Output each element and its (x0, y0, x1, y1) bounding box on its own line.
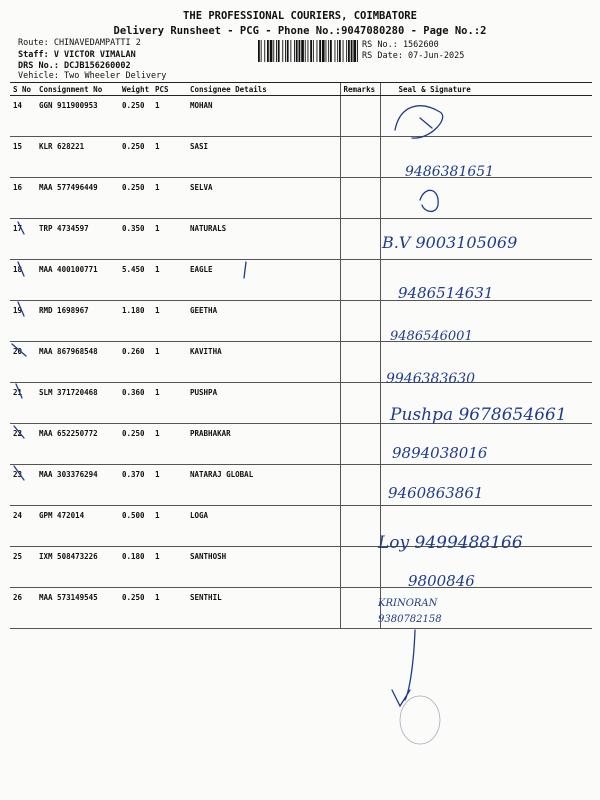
barcode-bar (301, 40, 304, 62)
signature-15: 9486381651 (405, 164, 495, 180)
signature-24: Loy 9499488166 (378, 533, 523, 553)
barcode-bar (276, 40, 277, 62)
signature-26-phone: 9380782158 (378, 614, 442, 625)
col-sno: S No (10, 83, 36, 96)
barcode-bar (335, 40, 336, 62)
barcode-bar (346, 40, 347, 62)
barcode-bar (322, 40, 325, 62)
barcode-bar (290, 40, 291, 62)
barcode-bar (278, 40, 280, 62)
drs-label: DRS No.: DCJB156260002 (18, 61, 131, 71)
barcode-bar (310, 40, 312, 62)
barcode-bar (299, 40, 301, 62)
barcode-bar (339, 40, 341, 62)
barcode-bar (267, 40, 269, 62)
barcode-bar (287, 40, 289, 62)
barcode-bar (317, 40, 318, 62)
signature-23: 9460863861 (388, 484, 484, 502)
barcode-bar (308, 40, 309, 62)
table-row: 24 GPM 472014 0.500 1 LOGA (10, 506, 592, 547)
barcode-bar (326, 40, 327, 62)
barcode-bar (264, 40, 265, 62)
col-seal-signature: Seal & Signature (380, 83, 592, 96)
staff-label: Staff: V VICTOR VIMALAN (18, 50, 136, 60)
rs-date: RS Date: 07-Jun-2025 (362, 51, 465, 61)
table-row: 18 MAA 400100771 5.450 1 EAGLE (10, 260, 592, 301)
col-consignment: Consignment No (36, 83, 119, 96)
barcode-bar (285, 40, 286, 62)
signature-21: Pushpa 9678654661 (390, 405, 567, 425)
table-row: 23 MAA 303376294 0.370 1 NATARAJ GLOBAL (10, 465, 592, 506)
signature-25: 9800846 (408, 572, 475, 590)
table-row: 21 SLM 371720468 0.360 1 PUSHPA (10, 383, 592, 424)
barcode-bar (353, 40, 356, 62)
runsheet-table (10, 82, 592, 629)
company-title: THE PROFESSIONAL COURIERS, COIMBATORE (183, 10, 417, 22)
signature-26-name: KRINORAN (378, 598, 438, 609)
barcode-bar (313, 40, 314, 62)
table-row: 26 MAA 573149545 0.250 1 SENTHIL (10, 588, 592, 629)
signature-19: 9486546001 (390, 329, 473, 344)
col-consignee: Consignee Details (187, 83, 340, 96)
barcode-bar (294, 40, 295, 62)
barcode-bar (319, 40, 321, 62)
table-row: 19 RMD 1698967 1.180 1 GEETHA (10, 301, 592, 342)
rs-number: RS No.: 1562600 (362, 40, 439, 50)
barcode-bar (351, 40, 353, 62)
signature-20: 9946383630 (386, 371, 476, 387)
table-row: 15 KLR 628221 0.250 1 SASI (10, 137, 592, 178)
table-row: 20 MAA 867968548 0.260 1 KAVITHA (10, 342, 592, 383)
barcode-bar (343, 40, 344, 62)
barcode-bar (270, 40, 273, 62)
signature-18: 9486514631 (398, 284, 494, 302)
vehicle-label: Vehicle: Two Wheeler Delivery (18, 71, 167, 81)
col-remarks: Remarks (340, 83, 380, 96)
stamp-impression (400, 696, 440, 744)
barcode-bar (357, 40, 358, 62)
col-pcs: PCS (152, 83, 187, 96)
barcode-bar (296, 40, 298, 62)
table-header-row (10, 83, 592, 96)
table-row: 25 IXM 508473226 0.180 1 SANTHOSH (10, 547, 592, 588)
barcode-bar (273, 40, 274, 62)
barcode (258, 40, 358, 62)
signature-17: B.V 9003105069 (382, 233, 518, 252)
route-label: Route: CHINAVEDAMPATTI 2 (18, 38, 141, 48)
table-row: 16 MAA 577496449 0.250 1 SELVA (10, 178, 592, 219)
barcode-bar (328, 40, 329, 62)
signature-22: 9894038016 (392, 444, 488, 462)
barcode-bar (337, 40, 338, 62)
table-row: 14 GGN 911900953 0.250 1 MOHAN (10, 96, 592, 137)
barcode-bar (282, 40, 283, 62)
runsheet-subtitle: Delivery Runsheet - PCG - Phone No.:9047080280 - Page No.:2 (113, 25, 487, 37)
barcode-bar (305, 40, 306, 62)
barcode-bar (330, 40, 332, 62)
ink-stroke-26 (392, 630, 415, 706)
barcode-bar (348, 40, 350, 62)
barcode-bar (261, 40, 262, 62)
barcode-bar (258, 40, 260, 62)
table-row: 17 TRP 4734597 0.350 1 NATURALS (10, 219, 592, 260)
col-weight: Weight (119, 83, 152, 96)
table-row: 22 MAA 652250772 0.250 1 PRABHAKAR (10, 424, 592, 465)
